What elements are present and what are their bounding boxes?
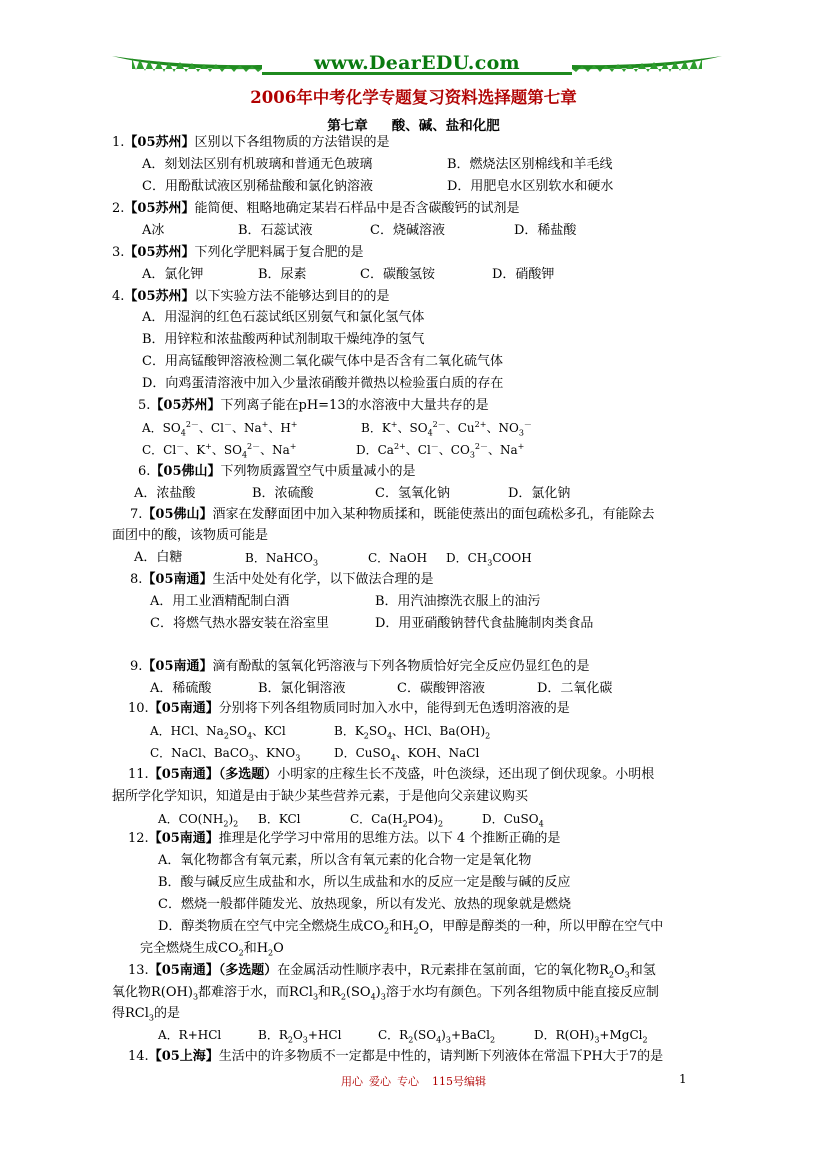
question-4-stem — [112, 287, 390, 307]
question-text: 能简便、粗略地确定某岩石样品中是否含碳酸钙的试剂是 — [194, 201, 520, 216]
question-source: 【05苏州】 — [124, 135, 195, 150]
option-c: C．$R_2(SO_4)_3+BaCl_2$ — [378, 1028, 496, 1045]
option-b: B．用汽油擦洗衣服上的油污 — [375, 594, 541, 609]
question-number: 6. — [138, 464, 151, 479]
option-b: B．浓硫酸 — [252, 486, 314, 501]
question-number: 4. — [112, 289, 125, 304]
question-number: 11. — [128, 767, 149, 782]
chapter-number: 第七章 — [327, 118, 368, 134]
question-source: 【05南通】 — [142, 572, 213, 587]
question-text: 推理是化学学习中常用的思维方法。以下 4 个推断正确的是 — [218, 831, 561, 846]
option-b: B．$K_2SO_4$、HCl、$Ba(OH)_2$ — [334, 724, 491, 741]
option-d: D．$Ca^{2+}$、Cl－、$CO_3^{2-}$、Na+ — [356, 442, 525, 460]
question-number: 1. — [112, 135, 125, 150]
footer-editor: 115号编辑 — [432, 1075, 486, 1088]
footer-word: 专心 — [397, 1075, 419, 1088]
question-number: 12. — [128, 831, 149, 846]
option-d: D．用肥皂水区别软水和硬水 — [447, 179, 614, 194]
option-b: B．KCl — [258, 812, 301, 826]
question-text: 小明家的庄稼生长不茂盛，叶色淡绿，还出现了倒伏现象。小明根 — [277, 767, 655, 782]
question-text: 以下实验方法不能够达到目的的是 — [194, 289, 390, 304]
option-d: D．CuSO$_4$ — [482, 812, 544, 829]
question-6-stem — [138, 462, 416, 482]
option-d: D．用亚硝酸钠替代食盐腌制肉类食品 — [375, 616, 594, 631]
question-text: 下列离子能在pH=13的水溶液中大量共存的是 — [220, 398, 489, 413]
option-c: C．NaCl、BaCO$_3$、$KNO_3$ — [150, 746, 301, 763]
question-7-stem — [130, 505, 655, 525]
option-a: A．氯化钾 — [142, 267, 204, 282]
question-9-stem — [130, 657, 590, 677]
option-c: C．燃烧一般都伴随发光、放热现象，所以有发光、放热的现象就是燃烧 — [158, 897, 571, 912]
question-13-stem-cont2: 得RCl$_3$的是 — [112, 1006, 181, 1023]
question-12-stem — [128, 829, 560, 849]
option-d: D．向鸡蛋清溶液中加入少量浓硝酸并微热以检验蛋白质的存在 — [142, 376, 504, 391]
question-text: 生活中处处有化学，以下做法合理的是 — [212, 572, 434, 587]
question-source: 【05苏州】 — [150, 398, 221, 413]
site-name: www.DearEDU.com — [314, 52, 520, 74]
option-c: C．Cl－、K+、$SO_4^{2-}$、Na+ — [142, 442, 297, 460]
question-source: 【05南通】 — [148, 963, 219, 978]
question-text: 下列物质露置空气中质量减小的是 — [220, 464, 416, 479]
question-source: 【05佛山】 — [142, 507, 213, 522]
document-title: 2006年中考化学专题复习资料选择题第七章 — [250, 88, 577, 107]
question-text: 滴有酚酞的氢氧化钙溶液与下列各物质恰好完全反应仍显红色的是 — [212, 659, 590, 674]
option-b: B．用锌粒和浓盐酸两种试剂制取干燥纯净的氢气 — [142, 332, 425, 347]
option-b: B．燃烧法区别棉线和羊毛线 — [447, 157, 613, 172]
question-text: 下列化学肥料属于复合肥的是 — [194, 245, 364, 260]
question-source: 【05南通】 — [148, 767, 219, 782]
option-c: C．碳酸氢铵 — [360, 267, 435, 282]
question-source: 【05南通】 — [148, 701, 219, 716]
question-7-stem-cont: 面团中的酸，该物质可能是 — [112, 528, 269, 543]
option-b: B．石蕊试液 — [238, 223, 313, 238]
option-b: B．尿素 — [258, 267, 307, 282]
option-b: B．NaHCO$_3$ — [245, 551, 319, 568]
question-3-stem — [112, 243, 364, 263]
question-11-stem — [128, 765, 654, 785]
option-c: C．NaOH — [368, 551, 428, 565]
site-header — [112, 50, 722, 80]
option-c: C．烧碱溶液 — [370, 223, 445, 238]
option-d: D．$CH_3COOH$ — [446, 551, 532, 568]
chapter-name: 酸、碱、盐和化肥 — [391, 118, 500, 134]
option-d: D．稀盐酸 — [514, 223, 577, 238]
option-c: C．将燃气热水器安装在浴室里 — [150, 616, 329, 631]
question-text: 分别将下列各组物质同时加入水中，能得到无色透明溶液的是 — [218, 701, 570, 716]
question-5-stem — [138, 396, 489, 416]
option-d: D．二氧化碳 — [537, 681, 613, 696]
question-number: 7. — [130, 507, 143, 522]
question-8-stem — [130, 570, 434, 590]
option-d: D．CuSO$_4$、KOH、NaCl — [334, 746, 480, 763]
question-number: 5. — [138, 398, 151, 413]
question-number: 9. — [130, 659, 143, 674]
question-source: 【05苏州】 — [124, 201, 195, 216]
option-b: B．氯化铜溶液 — [258, 681, 346, 696]
option-a: A．HCl、$Na_2SO_4$、KCl — [150, 724, 286, 741]
option-b: B．酸与碱反应生成盐和水，所以生成盐和水的反应一定是酸与碱的反应 — [158, 875, 571, 890]
option-c: C．碳酸钾溶液 — [397, 681, 485, 696]
multi-choice-tag: （多选题） — [218, 767, 278, 782]
option-a: A．氧化物都含有氧元素，所以含有氧元素的化合物一定是氧化物 — [158, 853, 532, 868]
question-2-stem — [112, 199, 520, 219]
question-13-stem-cont: 氧化物$R(OH)_3$都难溶于水，而RCl$_3$和$R_2(SO_4)_3$溶于水均有颜色。下列各组物质中能直接反应制 — [112, 985, 659, 1002]
question-14-stem — [128, 1047, 663, 1067]
multi-choice-tag: （多选题） — [218, 963, 278, 978]
question-text: 生活中的许多物质不一定都是中性的，请判断下列液体在常温下PH大于7的是 — [218, 1049, 664, 1064]
option-a: A．用工业酒精配制白酒 — [150, 594, 290, 609]
question-source: 【05南通】 — [142, 659, 213, 674]
question-text: 区别以下各组物质的方法错误的是 — [194, 135, 390, 150]
option-a: A．R+HCl — [158, 1028, 222, 1042]
option-a: A冰 — [142, 223, 165, 238]
question-number: 2. — [112, 201, 125, 216]
option-c: C．用酚酞试液区别稀盐酸和氯化钠溶液 — [142, 179, 373, 194]
footer-word: 爱心 — [369, 1075, 391, 1088]
question-source: 【05苏州】 — [124, 245, 195, 260]
option-c: C．用高锰酸钾溶液检测二氧化碳气体中是否含有二氧化硫气体 — [142, 354, 503, 369]
option-d: D．氯化钠 — [508, 486, 571, 501]
question-source: 【05上海】 — [148, 1049, 219, 1064]
question-source: 【05苏州】 — [124, 289, 195, 304]
option-a: A．浓盐酸 — [134, 486, 196, 501]
option-c: C．氢氧化钠 — [375, 486, 450, 501]
question-10-stem — [128, 699, 570, 719]
question-11-stem-cont: 据所学化学知识，知道是由于缺少某些营养元素，于是他向父亲建议购买 — [112, 789, 529, 804]
footer-word: 用心 — [341, 1075, 363, 1088]
question-13-stem: 13.【05南通】（多选题）在金属活动性顺序表中，R元素排在氢前面，它的氧化物$R_2O_3$和氢 — [128, 963, 656, 980]
question-1-stem — [112, 133, 390, 153]
option-b: B．K+、$SO_4^{2-}$、$Cu^{2+}$、$NO_3^-$ — [361, 420, 532, 438]
option-d: D．硝酸钾 — [492, 267, 555, 282]
option-a: A．$SO_4^{2-}$、Cl－、Na+、H+ — [142, 420, 298, 438]
page-number: 1 — [679, 1072, 687, 1086]
question-number: 10. — [128, 701, 149, 716]
option-a: A．稀硫酸 — [150, 681, 212, 696]
page-footer — [0, 1073, 827, 1089]
option-a: A．刻划法区别有机玻璃和普通无色玻璃 — [142, 157, 373, 172]
question-number: 14. — [128, 1049, 149, 1064]
question-text: 酒家在发酵面团中加入某种物质揉和，既能使蒸出的面包疏松多孔，有能除去 — [212, 507, 655, 522]
question-number: 8. — [130, 572, 143, 587]
question-number: 3. — [112, 245, 125, 260]
option-b: B．$R_2O_3+HCl$ — [258, 1028, 342, 1045]
option-a: A．用湿润的红色石蕊试纸区别氨气和氯化氢气体 — [142, 310, 425, 325]
option-d: D．$R(OH)_3+MgCl_2$ — [534, 1028, 648, 1045]
question-number: 13. — [128, 963, 149, 978]
question-source: 【05南通】 — [148, 831, 219, 846]
option-c: C．$Ca(H_2PO4)_2$ — [350, 812, 444, 829]
chapter-heading — [0, 114, 827, 134]
option-a: A．$CO(NH_2)_2$ — [158, 812, 239, 829]
option-a: A．白糖 — [134, 550, 183, 565]
option-d-cont: 完全燃烧生成$CO_2$和$H_2O$ — [140, 941, 284, 958]
option-d: D．醇类物质在空气中完全燃烧生成$CO_2$和$H_2O$，甲醇是醇类的一种，所以甲醇在空气中 — [158, 919, 664, 936]
question-source: 【05佛山】 — [150, 464, 221, 479]
